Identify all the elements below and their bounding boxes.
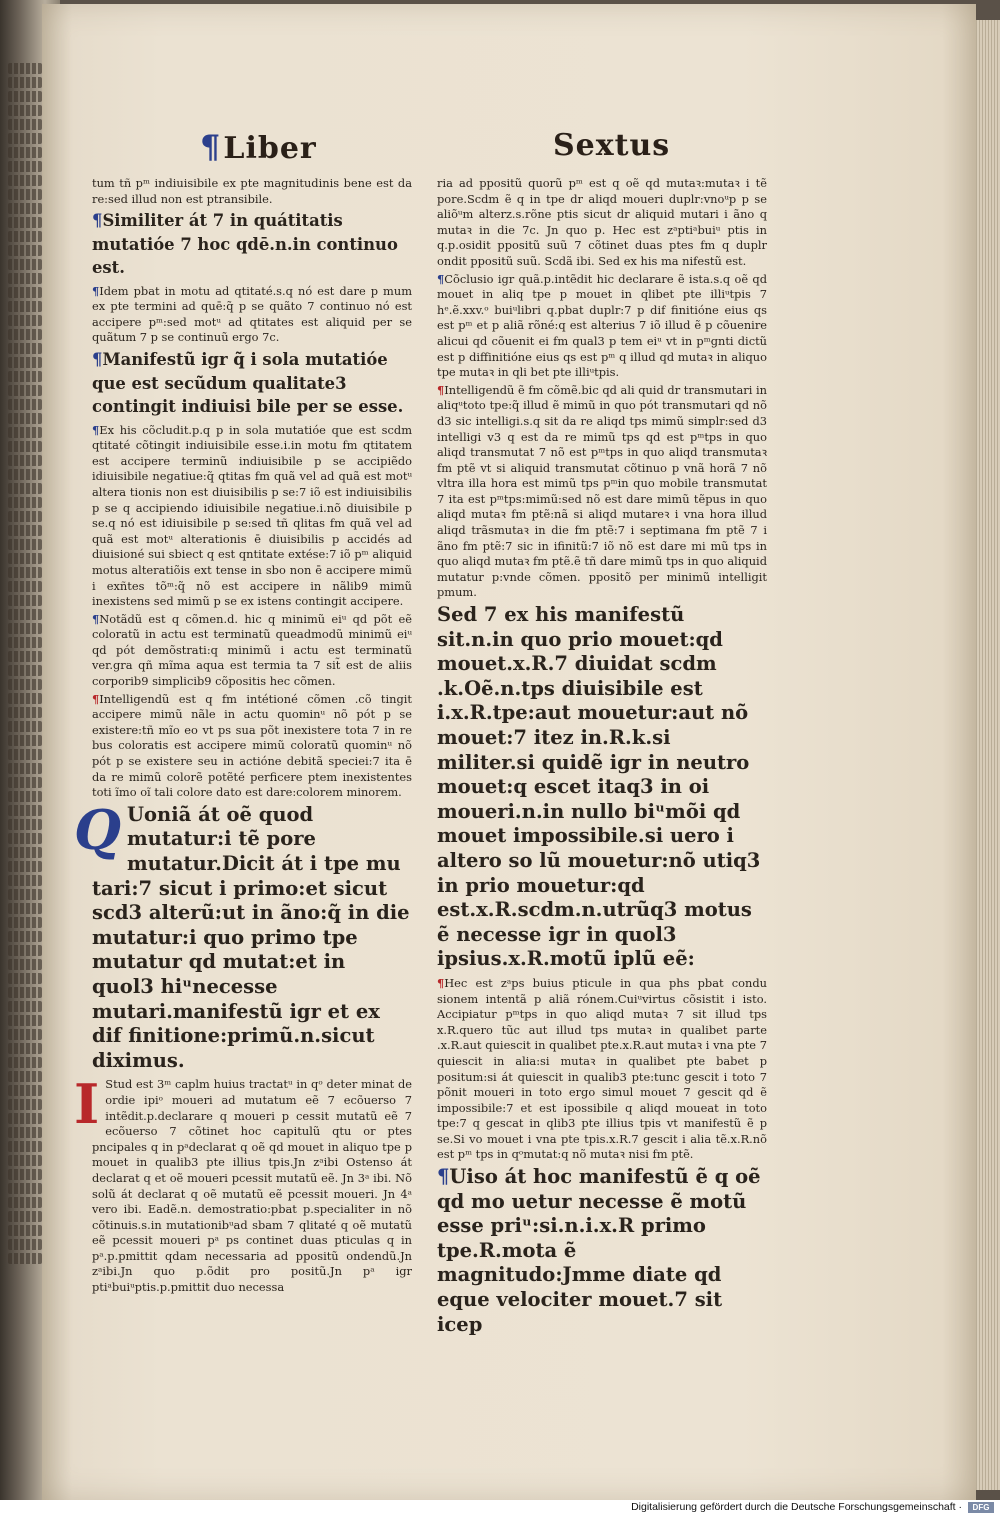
paragraph — [437, 383, 767, 601]
facing-page-line — [8, 301, 42, 312]
paragraph-text: Sed 7 ex his manifestũ sit.n.in quo prio mouet:qd mouet.x.R.7 diuidat scdm .k.Oẽ.n.tps diuisibile est i.x.R.tpe:aut mouetur:aut nõ mouet:7 itez in.R.k.si militer.si quidẽ igr in neutro mouet:q escet itaq3 in oi moueri.n.in nullo biᵘmõi qd mouet impossibile.si uero i altero so lũ mouetur:nõ utiq3 in prio mouetur:qd est.x.R.scdm.n.utrũq3 motus ẽ necesse igr in quol3 ipsius.x.R.motũ iplũ eẽ: — [437, 603, 761, 971]
facing-page-line — [8, 259, 42, 270]
pilcrow-icon: ¶ — [437, 1165, 450, 1189]
facing-page-line — [8, 469, 42, 480]
facing-page-line — [8, 595, 42, 606]
pilcrow-icon: ¶ — [437, 382, 445, 397]
paragraph-lead: Notãdũ — [99, 611, 143, 626]
facing-page-line — [8, 1183, 42, 1194]
paragraph — [437, 272, 767, 381]
facing-page-line — [8, 315, 42, 326]
facing-page-line — [8, 791, 42, 802]
facing-page-line — [8, 833, 42, 844]
facing-page-line — [8, 273, 42, 284]
facing-page-line — [8, 91, 42, 102]
paragraph-text: ria ad ppositũ quorũ pᵐ est q oẽ qd mutaꝛ:mutaꝛ i tẽ pore.Scdm ẽ q in tpe dr aliqd moueri duplr:vnoᵘp p se aliõᵘm alterz.s.rõne ptis sicut dr aliquid mutari i ãno q mutaꝛ in die 7c. Jn quo p. Hec est zᵃptiᵃbuiᵘ ptis in q.p.osidit ppositũ suũ 7 cõtinet duas ptes fm q duplr ondit ppositũ suũ. Scdã ibi. Sed ex his ma nifestũ est. — [437, 176, 767, 268]
decorated-initial: Q — [74, 797, 122, 862]
facing-page-line — [8, 455, 42, 466]
text-column-left — [74, 176, 412, 1298]
facing-page-line — [8, 483, 42, 494]
facing-page-line — [8, 847, 42, 858]
paragraph-text: tum tñ pᵐ indiuisibile ex pte magnitudinis bene est da re:sed illud non est ptransibile. — [92, 176, 412, 206]
paragraph-text: Uoniã át oẽ quod mutatur:i tẽ pore mutatur.Dicit át i tpe mu tari:7 sicut i primo:et sicut scd3 alterũ:ut in ãno:q̃ in die mutatur:i quo primo tpe mutatur qd mutat:et in quol3 hiᵘnecesse mutari.manifestũ igr et ex dif finitione:primũ.n.sicut diximus. — [92, 802, 410, 1072]
facing-page-line — [8, 735, 42, 746]
facing-page-line — [8, 1197, 42, 1208]
facing-page-line — [8, 707, 42, 718]
facing-page-line — [8, 987, 42, 998]
facing-page-line — [8, 525, 42, 536]
pilcrow-icon: ¶ — [92, 422, 100, 437]
paragraph — [437, 176, 767, 270]
facing-page-line — [8, 77, 42, 88]
facing-page-line — [8, 245, 42, 256]
paragraph-lead: Manifestũ — [102, 350, 196, 370]
facing-page-line — [8, 203, 42, 214]
paragraph-text: est q fm intétioné cõmen .cõ tingit accipere mimũ nãle in actu quominᵘ nõ pót p se existere:tñ mĩo eo vt ps sua põt inexistere tota 7 in re bus coloratis est accipere mimũ coloratũ quominᵘ nõ pót p se existere seu in actióne debitã speciei:7 ita ē da re mimũ colorẽ potẽté perficere ptem inexistentes toti ĩmo oĩ tali colore dato est dare:colorem minorem. — [92, 691, 412, 800]
paragraph — [437, 603, 767, 972]
paragraph — [74, 1072, 412, 1295]
facing-page-line — [8, 119, 42, 130]
facing-page-line — [8, 609, 42, 620]
facing-page-line — [8, 175, 42, 186]
facing-page-line — [8, 1057, 42, 1068]
page-edges — [976, 20, 1000, 1490]
paragraph-text: buius pticule in qua phs pbat condu sionem intentã p aliã rónem.Cuiᵘvirtus cõsistit i isto. Accipiatur pᵐtps in quo aliqd mutaꝛ 7 sit illud tps x.R.quero tũc aut illud tps mutaꝛ in qualibet parte .x.R.aut quiescit in qualibet pte.x.R.aut mutaꝛ i vna pte 7 quiescit in alia:si mutaꝛ in qualibet pte babet p positum:si át quiescit in qualib3 pte:tunc gescit i toto 7 põnit moueri in toto ergo simul mouet 7 gescit qd ẽ impossibile:7 et est ipossibile q aliqd moueat in toto tpe:7 q gescat in qlib3 pte illius tpis vt manifestũ ẽ p se.Si vo mouet i vna pte tpis.x.R.7 gescit i alia tẽ.x.R.nõ est pᵐ tps in qᵒmutat:q nõ mutaꝛ nisi fm ptẽ. — [437, 975, 767, 1162]
facing-page-line — [8, 931, 42, 942]
facing-page-line — [8, 819, 42, 830]
facing-page-line — [8, 805, 42, 816]
paragraph — [92, 612, 412, 690]
facing-page-line — [8, 343, 42, 354]
paragraph-lead: Cõclusio — [444, 271, 494, 286]
facing-page-line — [8, 105, 42, 116]
paragraph — [74, 797, 412, 1074]
facing-page-line — [8, 693, 42, 704]
paragraph-text: Ex his cõcludit.p.q p in sola mutatióe que est scdm qtitaté cõtingit indiuisibile esse.i.in motu fm qtitatem est accipere terminũ indiuisibile p se accipiẽdo idiuisibile negatiue:q̃ qtitas fm quã vel ad quã est motᵘ altera tionis non est diuisibilis p se:7 iõ est indiuisibilis p se q accipiendo idiuisibile negatiue.i.nõ diuisibile p se.q nó est idiuisibile p se:sed tñ qlitas fm quã vel ad quã est motᵘ alterationis ē diuisibilis p accidés ad diuisioné sui sbiect q est qntitate extése:7 iõ pᵐ aliquid motus alteratiõis ext tense in sbo non ē accipere mimũ i exñtes tõᵐ:q̃ nõ est accipere in nãlib9 mimũ inexistens sed mimũ p se ex istens contingit accipere. — [92, 422, 412, 609]
facing-page-line — [8, 133, 42, 144]
paragraph-text: igr q̃ i sola mutatióe que est secũdum qualitate3 contingit indiuisi bile per se esse. — [92, 350, 404, 417]
paragraph — [437, 1165, 767, 1337]
facing-page-line — [8, 1155, 42, 1166]
facing-page-line — [8, 1085, 42, 1096]
facing-page-line — [8, 861, 42, 872]
facing-page-line — [8, 581, 42, 592]
facing-page-line — [8, 441, 42, 452]
paragraph-text: est q cõmen.d. hic q minimũ eiᵘ qd põt eẽ coloratũ in actu est terminatũ queadmodũ minimũ eiᵘ qd pót demõstrati:q minimũ i actu est terminatũ ver.gra qñ mĩma aqua est termia ta 7 sit̃ est de aliis corporib9 simplicib9 cõpositis hec cõmen. — [92, 611, 412, 689]
paragraph-text: ẽ fm cõmẽ.bic qd ali quid dr transmutari in aliqᵘtoto tpe:q̃ illud ẽ mimũ in quo pót transmutari qd nõ d3 sic intelligi.s.q sit da re aliqd tps mimũ simplr:sed d3 intelligi v3 q est da re mimũ tps qd est pᵐtps in quo aliqd transmutat 7 nõ est pᵐtps in quo aliqd transmutaꝛ fm ptẽ vt si aliquid transmutat cõtinuo p vnã horã 7 nõ vltra illa hora est mimũ tps pᵐin quo mobile transmutat 7 ita est pᵐtps:mimũ:sed nõ est dare mimũ tẽpus in quo aliqd mutaꝛ fm ptẽ:nã si aliqd mutareꝛ i vna hora illud aliqd trãsmutaꝛ in die fm ptẽ:7 i septimana fm ptẽ 7 i ãno fm ptẽ:7 sic in ifinitũ:7 iõ nõ est dare mi mũ tps in quo aliqd mutaꝛ fm ptẽ.ẽ tñ dare mimũ tps in quo aliquid mutatur p:vnde cõmen. ppositõ per minimũ intelligit pmum. — [437, 382, 767, 600]
facing-page-line — [8, 889, 42, 900]
facing-page-line — [8, 1029, 42, 1040]
facing-page-line — [8, 1211, 42, 1222]
facing-page-line — [8, 1141, 42, 1152]
facing-page-line — [8, 63, 42, 74]
paragraph-text: Idem pbat in motu ad qtitaté.s.q nó est dare p mum ex pte termini ad quē:q̃ p se quãto 7 continuo nó est accipere pᵐ:sed motᵘ ad qtitates est aliquid per se quãtum 7 p se continuũ ergo 7c. — [92, 283, 412, 345]
paragraph — [92, 209, 412, 280]
paragraph-lead: Intelligendũ — [444, 382, 515, 397]
paragraph-text: Stud est 3ᵐ caplm huius tractatᵘ in qᵒ deter minat de ordie ipiᵒ moueri ad mutatum eẽ 7 ecõuerso 7 intẽdit.p.declarare q moueri p cessit mutatũ eẽ 7 ecõuerso 7 cõtinet hoc capitulũ qtu or ptes pncipales q in pᵃdeclarat q oẽ qd mouet in aliquo tpe p mouet in qualib3 pte illius tpis.Jn zᵃibi Ostenso át declarat q et oẽ moueri pcessit mutatũ eẽ. Jn 3ᵃ ibi. Nõ solũ át declarat q oẽ mutatũ eẽ pcessit moueri. Jn 4ᵃ vero ibi. Eadẽ.n. demostratio:pbat p.specialiter in nõ cõtinuis.s.in mutationibᵘad sbam 7 qlitaté q oẽ mutatũ eẽ pcessit moueri pᵃ ps continet duas pticulas q in pᵃ.p.pmittit qdam necessaria ad ppositũ ondendũ.Jn zᵃibi.Jn quo p.õdit pro positũ.Jn pᵃ igr ptiᵃbuiᵘptis.p.pmittit duo necessa — [92, 1077, 412, 1295]
facing-page-line — [8, 945, 42, 956]
pilcrow-icon: ¶ — [92, 283, 100, 298]
pilcrow-icon: ¶ — [437, 271, 445, 286]
running-head-left — [200, 128, 317, 166]
facing-page-line — [8, 679, 42, 690]
facing-page-line — [8, 231, 42, 242]
facing-page-line — [8, 637, 42, 648]
facing-page-line — [8, 371, 42, 382]
facing-page-line — [8, 287, 42, 298]
facing-page-line — [8, 1071, 42, 1082]
facing-page-line — [8, 917, 42, 928]
facing-page-line — [8, 1001, 42, 1012]
pilcrow-icon: ¶ — [200, 128, 222, 166]
pilcrow-icon: ¶ — [437, 975, 445, 990]
facing-page-line — [8, 1239, 42, 1250]
facing-page-line — [8, 413, 42, 424]
running-head-right — [553, 128, 670, 163]
facing-page-line — [8, 539, 42, 550]
facing-page-line — [8, 357, 42, 368]
facing-page-line — [8, 959, 42, 970]
paragraph — [92, 348, 412, 419]
running-head-left-text: Liber — [223, 131, 317, 166]
pilcrow-icon: ¶ — [92, 691, 100, 706]
facing-page-line — [8, 721, 42, 732]
paragraph — [92, 423, 412, 610]
paragraph-lead: Similiter — [102, 211, 184, 231]
facing-page-line — [8, 1113, 42, 1124]
facing-page-line — [8, 399, 42, 410]
facing-page-line — [8, 749, 42, 760]
running-head-right-text: Sextus — [553, 128, 671, 163]
facing-page-line — [8, 651, 42, 662]
dfg-logo: DFG — [968, 1502, 994, 1513]
facing-page-line — [8, 623, 42, 634]
paragraph-lead: Intelligendũ — [99, 691, 170, 706]
facing-page-line — [8, 329, 42, 340]
facing-page-line — [8, 147, 42, 158]
facing-page-line — [8, 763, 42, 774]
footer-credit: Digitalisierung gefördert durch die Deutsche Forschungsgemeinschaft · — [631, 1501, 962, 1513]
facing-page-line — [8, 1253, 42, 1264]
facing-page-line — [8, 665, 42, 676]
paragraph — [437, 976, 767, 1163]
facing-page-line — [8, 903, 42, 914]
facing-page-line — [8, 1169, 42, 1180]
facing-page-line — [8, 875, 42, 886]
facing-page-line — [8, 973, 42, 984]
facing-page-line — [8, 189, 42, 200]
paragraph-text: át 7 in quátitatis mutatióe 7 hoc qdē.n.in continuo est. — [92, 211, 398, 278]
paragraph — [92, 284, 412, 346]
facing-page-line — [8, 1099, 42, 1110]
facing-page-line — [8, 553, 42, 564]
facing-page-line — [8, 511, 42, 522]
facing-page-line — [8, 217, 42, 228]
footer-bar — [0, 1500, 1000, 1515]
facing-page-line — [8, 1127, 42, 1138]
left-page-text-fragment — [8, 60, 42, 1290]
pilcrow-icon: ¶ — [92, 211, 103, 231]
pilcrow-icon: ¶ — [92, 350, 103, 370]
facing-page-line — [8, 777, 42, 788]
text-column-right — [437, 176, 767, 1341]
paragraph-lead: Uiso — [449, 1165, 498, 1189]
facing-page-line — [8, 161, 42, 172]
facing-page-line — [8, 1043, 42, 1054]
facing-page-line — [8, 385, 42, 396]
paragraph-lead: Hec est zᵃps — [444, 975, 525, 990]
facing-page-line — [8, 1015, 42, 1026]
facing-page-line — [8, 497, 42, 508]
decorated-initial: I — [74, 1072, 100, 1137]
facing-page-line — [8, 427, 42, 438]
paragraph — [92, 176, 412, 207]
facing-page-line — [8, 1225, 42, 1236]
pilcrow-icon: ¶ — [92, 611, 100, 626]
facing-page-line — [8, 567, 42, 578]
paragraph — [92, 692, 412, 801]
paragraph-text: át hoc manifestũ ẽ q oẽ qd mo uetur necesse ẽ motũ esse priᵘ:si.n.i.x.R primo tpe.R.mota ẽ magnitudo:Jmme diate qd eque velociter mouet.7 sit icep — [437, 1165, 761, 1336]
paragraph-text: igr quã.p.intẽdit hic declarare ẽ ista.s.q oẽ qd mouet in aliq tpe p mouet in qlibet pte illiᵘtpis 7 hᵉ.ẽ.xxv.ᵒ buiᵘlibri q.pbat duplr:7 p dif finitióne eius qs est pᵐ et p aliã rõné:q est alterius 7 iõ illud ẽ p cõuenire alicui qd cõuenit ei fm qual3 p tem eiᵘ vt in pᵐgnti dictũ est p diffinitióne eius qs est pᵐ q illud qd mutaꝛ in aliquo tpe mutaꝛ in qli bet pte illiᵘtpis. — [437, 271, 767, 380]
